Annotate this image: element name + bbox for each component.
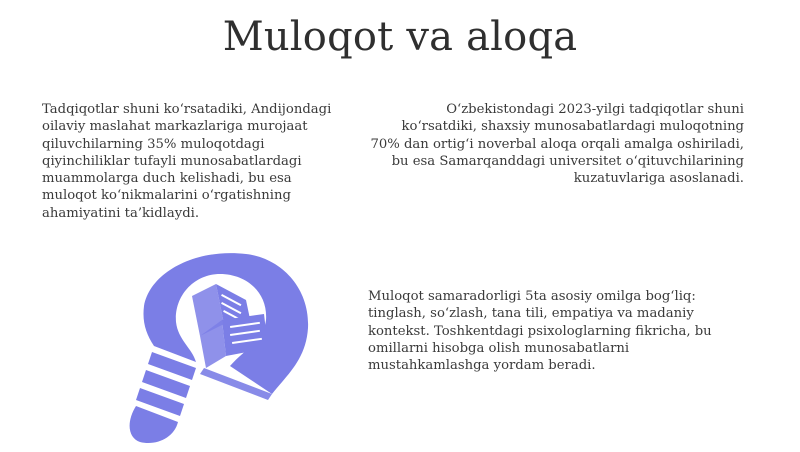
paragraph-bottom: Muloqot samaradorligi 5ta asosiy omilga bog‘liq: tinglash, so‘zlash, tana tili, empatiya va madaniy kontekst. Toshkentdagi psixologlarning fikricha, bu omillarni hisobga olish munosabatlarni mustahkamlashga yordam beradi. (368, 289, 712, 374)
paragraph-left: Tadqiqotlar shuni ko‘rsatadiki, Andijondagi oilaviy maslahat markazlariga murojaat qiluvchilarning 35% muloqotdagi qiyinchiliklar tufayli munosabatlardagi muammolarga duch kelishadi, bu esa muloqot ko‘nikmalarini o‘rgatishning ahamiyatini ta’kidlaydi. (42, 102, 332, 221)
lightbulb-book-icon (96, 248, 318, 448)
slide-title: Muloqot va aloqa (222, 14, 578, 60)
paragraph-right: O‘zbekistondagi 2023-yilgi tadqiqotlar shuni ko‘rsatdiki, shaxsiy munosabatlardagi muloqotning 70% dan ortig‘i noverbal aloqa orqali amalga oshiriladi, bu esa Samarqanddagi universitet o‘qituvchilarining kuzatuvlariga asoslanadi. (370, 102, 744, 187)
